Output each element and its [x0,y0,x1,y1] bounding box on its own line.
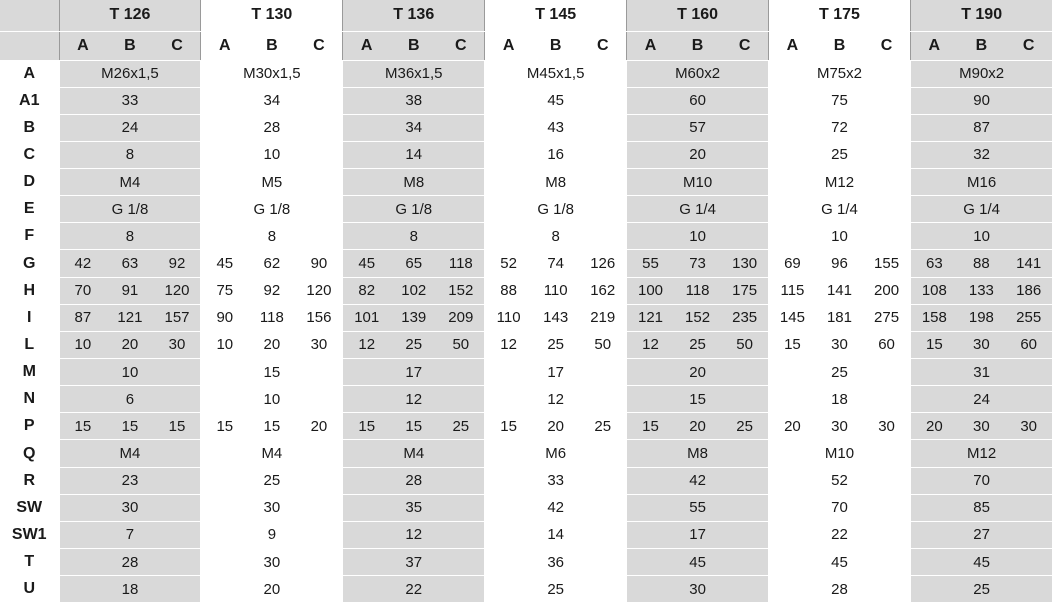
table-cell: 30 [1005,413,1052,440]
table-cell: 31 [910,359,1052,386]
table-cell: 7 [59,521,201,548]
table-cell: 55 [627,494,769,521]
table-cell: 36 [485,549,627,576]
table-cell: 45 [485,87,627,114]
subcolumn-header: B [958,31,1005,60]
table-cell: 55 [627,250,674,277]
table-cell: 27 [910,521,1052,548]
table-cell: 62 [248,250,295,277]
table-cell: 34 [201,87,343,114]
table-row [0,386,1052,413]
table-cell: 22 [769,521,911,548]
table-cell: 118 [248,304,295,331]
table-cell: 235 [721,304,768,331]
table-cell: 10 [627,223,769,250]
table-cell: 12 [485,331,532,358]
table-cell: 133 [958,277,1005,304]
table-row [0,549,1052,576]
table-cell: 85 [910,494,1052,521]
table-cell: 52 [769,467,911,494]
table-cell: 12 [627,331,674,358]
row-label: E [0,196,59,223]
table-cell: M4 [59,440,201,467]
subcolumn-header: A [201,31,248,60]
table-cell: 126 [579,250,626,277]
table-cell: 35 [343,494,485,521]
table-cell: 110 [485,304,532,331]
table-cell: 38 [343,87,485,114]
table-cell: 30 [816,413,863,440]
table-cell: 15 [485,413,532,440]
table-cell: 10 [59,359,201,386]
subcolumn-header: B [248,31,295,60]
table-cell: 90 [296,250,343,277]
table-cell: 20 [627,359,769,386]
table-cell: 24 [59,114,201,141]
table-cell: 25 [485,576,627,603]
table-row [0,359,1052,386]
table-cell: 70 [769,494,911,521]
subcolumn-header: C [154,31,201,60]
table-cell: 45 [769,549,911,576]
table-cell: 75 [769,87,911,114]
table-cell: 45 [201,250,248,277]
table-cell: 102 [390,277,437,304]
table-cell: 15 [59,413,106,440]
subcolumn-header: C [579,31,626,60]
table-cell: 8 [485,223,627,250]
table-cell: 30 [296,331,343,358]
table-cell: 139 [390,304,437,331]
model-header: T 160 [627,0,769,31]
table-cell: G 1/4 [910,196,1052,223]
table-cell: 156 [296,304,343,331]
table-row [0,331,1052,358]
header-corner [0,31,59,60]
table-cell: M10 [627,169,769,196]
table-cell: 8 [343,223,485,250]
table-cell: 145 [769,304,816,331]
table-cell: 130 [721,250,768,277]
row-label: T [0,549,59,576]
table-cell: 65 [390,250,437,277]
table-cell: 18 [59,576,201,603]
subcolumn-header: C [1005,31,1052,60]
table-cell: 60 [627,87,769,114]
row-label: SW1 [0,521,59,548]
table-cell: 15 [201,359,343,386]
table-cell: M30x1,5 [201,60,343,87]
row-label: A1 [0,87,59,114]
table-cell: 87 [59,304,106,331]
table-cell: 24 [910,386,1052,413]
model-header: T 175 [769,0,911,31]
subcolumn-header: A [910,31,957,60]
table-cell: 30 [154,331,201,358]
table-cell: 30 [627,576,769,603]
subcolumn-header: B [674,31,721,60]
row-label: C [0,141,59,168]
table-cell: 200 [863,277,910,304]
table-cell: 120 [154,277,201,304]
table-cell: 25 [769,141,911,168]
table-cell: M5 [201,169,343,196]
table-cell: 8 [59,141,201,168]
table-row [0,413,1052,440]
table-cell: 175 [721,277,768,304]
model-header: T 136 [343,0,485,31]
table-cell: 30 [201,549,343,576]
table-cell: M16 [910,169,1052,196]
table-cell: 17 [343,359,485,386]
table-cell: 45 [910,549,1052,576]
table-row [0,277,1052,304]
subcolumn-header-row [0,31,1052,60]
table-cell: 17 [485,359,627,386]
table-cell: 28 [343,467,485,494]
table-cell: 20 [769,413,816,440]
table-cell: 43 [485,114,627,141]
table-cell: 158 [910,304,957,331]
table-row [0,304,1052,331]
table-cell: 28 [59,549,201,576]
table-cell: 30 [958,331,1005,358]
table-row [0,60,1052,87]
table-cell: M8 [627,440,769,467]
model-header: T 145 [485,0,627,31]
model-header-row [0,0,1052,31]
table-cell: 152 [437,277,484,304]
table-cell: 219 [579,304,626,331]
table-cell: 143 [532,304,579,331]
table-cell: 120 [296,277,343,304]
table-cell: 63 [106,250,153,277]
table-cell: 101 [343,304,390,331]
table-cell: 25 [674,331,721,358]
row-label: SW [0,494,59,521]
table-cell: 25 [579,413,626,440]
table-cell: M45x1,5 [485,60,627,87]
table-cell: 25 [769,359,911,386]
table-cell: 121 [627,304,674,331]
table-cell: 118 [437,250,484,277]
row-label: N [0,386,59,413]
subcolumn-header: A [343,31,390,60]
table-cell: 50 [437,331,484,358]
subcolumn-header: A [627,31,674,60]
table-cell: 15 [248,413,295,440]
table-row [0,440,1052,467]
table-cell: 69 [769,250,816,277]
table-cell: 15 [627,413,674,440]
table-cell: 87 [910,114,1052,141]
table-cell: 88 [485,277,532,304]
table-row [0,169,1052,196]
table-cell: 45 [627,549,769,576]
table-cell: 141 [816,277,863,304]
table-cell: 25 [910,576,1052,603]
table-cell: M8 [485,169,627,196]
table-cell: 16 [485,141,627,168]
table-cell: 121 [106,304,153,331]
table-cell: 37 [343,549,485,576]
table-cell: 115 [769,277,816,304]
table-cell: 20 [201,576,343,603]
table-cell: 60 [863,331,910,358]
table-cell: 20 [532,413,579,440]
table-cell: 12 [343,521,485,548]
table-body [0,60,1052,603]
table-cell: 15 [910,331,957,358]
table-cell: G 1/8 [343,196,485,223]
table-cell: 15 [106,413,153,440]
model-header: T 190 [910,0,1052,31]
row-label: Q [0,440,59,467]
table-cell: G 1/4 [627,196,769,223]
table-cell: 32 [910,141,1052,168]
table-cell: 74 [532,250,579,277]
table-cell: M12 [769,169,911,196]
table-row [0,494,1052,521]
table-cell: M90x2 [910,60,1052,87]
table-row [0,223,1052,250]
table-cell: 20 [106,331,153,358]
table-cell: 10 [201,331,248,358]
table-cell: G 1/8 [59,196,201,223]
table-cell: 42 [59,250,106,277]
table-cell: M75x2 [769,60,911,87]
table-cell: 118 [674,277,721,304]
table-cell: M4 [343,440,485,467]
table-cell: 30 [958,413,1005,440]
table-cell: 33 [59,87,201,114]
table-cell: 33 [485,467,627,494]
subcolumn-header: A [769,31,816,60]
table-cell: 96 [816,250,863,277]
subcolumn-header: B [816,31,863,60]
table-cell: 15 [769,331,816,358]
table-cell: 20 [627,141,769,168]
table-cell: 60 [1005,331,1052,358]
table-cell: 90 [201,304,248,331]
row-label: G [0,250,59,277]
table-cell: 10 [769,223,911,250]
table-cell: 42 [485,494,627,521]
table-cell: 6 [59,386,201,413]
table-cell: M60x2 [627,60,769,87]
table-cell: 108 [910,277,957,304]
table-row [0,141,1052,168]
table-cell: M4 [201,440,343,467]
table-row [0,576,1052,603]
subcolumn-header: B [390,31,437,60]
table-cell: 25 [532,331,579,358]
table-cell: 90 [910,87,1052,114]
table-cell: 73 [674,250,721,277]
table-cell: 92 [248,277,295,304]
subcolumn-header: B [532,31,579,60]
row-label: D [0,169,59,196]
header-corner [0,0,59,31]
table-cell: 10 [201,141,343,168]
row-label: U [0,576,59,603]
row-label: A [0,60,59,87]
row-label: R [0,467,59,494]
table-cell: M12 [910,440,1052,467]
table-cell: M6 [485,440,627,467]
table-cell: 18 [769,386,911,413]
model-header: T 130 [201,0,343,31]
table-cell: 34 [343,114,485,141]
row-label: H [0,277,59,304]
table-cell: 8 [201,223,343,250]
table-cell: 15 [343,413,390,440]
subcolumn-header: A [59,31,106,60]
table-cell: 8 [59,223,201,250]
table-cell: 12 [485,386,627,413]
subcolumn-header: C [721,31,768,60]
subcolumn-header: C [437,31,484,60]
table-cell: 57 [627,114,769,141]
table-cell: 152 [674,304,721,331]
table-cell: 15 [154,413,201,440]
row-label: F [0,223,59,250]
table-row [0,467,1052,494]
table-cell: 15 [201,413,248,440]
table-cell: 110 [532,277,579,304]
row-label: B [0,114,59,141]
subcolumn-header: A [485,31,532,60]
model-header: T 126 [59,0,201,31]
subcolumn-header: B [106,31,153,60]
table-cell: 25 [437,413,484,440]
table-cell: 15 [627,386,769,413]
row-label: I [0,304,59,331]
table-cell: 198 [958,304,1005,331]
table-cell: 30 [816,331,863,358]
table-cell: 12 [343,331,390,358]
table-cell: 186 [1005,277,1052,304]
table-cell: 157 [154,304,201,331]
table-cell: 275 [863,304,910,331]
table-cell: 52 [485,250,532,277]
table-cell: 22 [343,576,485,603]
table-cell: 23 [59,467,201,494]
table-cell: 181 [816,304,863,331]
table-cell: 209 [437,304,484,331]
table-cell: 70 [59,277,106,304]
table-cell: 91 [106,277,153,304]
table-cell: 25 [390,331,437,358]
table-cell: 50 [579,331,626,358]
row-label: M [0,359,59,386]
table-cell: 45 [343,250,390,277]
table-cell: 15 [390,413,437,440]
table-cell: 12 [343,386,485,413]
table-cell: 50 [721,331,768,358]
subcolumn-header: C [296,31,343,60]
table-cell: 17 [627,521,769,548]
row-label: L [0,331,59,358]
table-cell: 30 [863,413,910,440]
row-label: P [0,413,59,440]
table-cell: 28 [769,576,911,603]
table-cell: 25 [201,467,343,494]
table-cell: M8 [343,169,485,196]
table-cell: 82 [343,277,390,304]
table-cell: M10 [769,440,911,467]
table-cell: 88 [958,250,1005,277]
table-cell: 63 [910,250,957,277]
table-cell: 92 [154,250,201,277]
table-cell: G 1/8 [485,196,627,223]
table-cell: 100 [627,277,674,304]
table-cell: 10 [59,331,106,358]
table-cell: 162 [579,277,626,304]
table-cell: 14 [485,521,627,548]
table-cell: G 1/8 [201,196,343,223]
table-cell: 25 [721,413,768,440]
table-cell: 9 [201,521,343,548]
table-row [0,87,1052,114]
table-cell: 75 [201,277,248,304]
table-cell: M36x1,5 [343,60,485,87]
table-cell: 20 [248,331,295,358]
table-row [0,196,1052,223]
table-cell: 14 [343,141,485,168]
table-cell: 30 [59,494,201,521]
table-cell: M26x1,5 [59,60,201,87]
table-row [0,114,1052,141]
table-cell: 28 [201,114,343,141]
table-cell: 72 [769,114,911,141]
table-cell: 155 [863,250,910,277]
table-row [0,521,1052,548]
table-cell: 20 [910,413,957,440]
table-cell: 10 [910,223,1052,250]
table-cell: 141 [1005,250,1052,277]
table-cell: 255 [1005,304,1052,331]
table-cell: 70 [910,467,1052,494]
table-cell: 42 [627,467,769,494]
table-cell: M4 [59,169,201,196]
table-cell: G 1/4 [769,196,911,223]
table-cell: 20 [674,413,721,440]
table-cell: 30 [201,494,343,521]
table-cell: 20 [296,413,343,440]
table-cell: 10 [201,386,343,413]
table-row [0,250,1052,277]
subcolumn-header: C [863,31,910,60]
